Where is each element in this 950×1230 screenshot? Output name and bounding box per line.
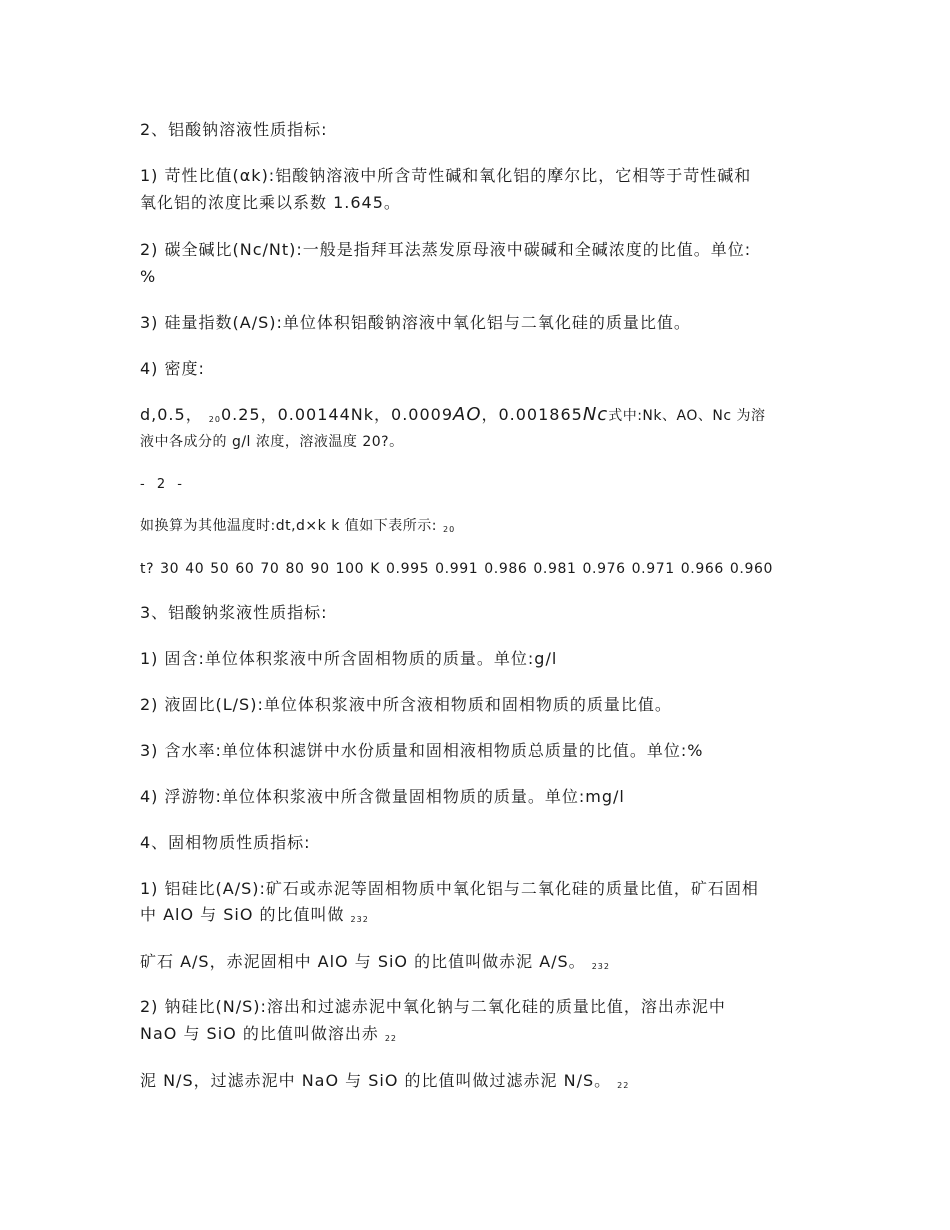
- section-4-item-2-subscript-1: 22: [384, 1034, 398, 1043]
- section-2-item-4: 4) 密度:: [140, 359, 205, 378]
- conversion-subscript: 20: [443, 525, 456, 534]
- section-4-item-1-line-2: [140, 903, 369, 932]
- section-4-item-2-line-2-text: NaO 与 SiO 的比值叫做溶出赤: [140, 1024, 379, 1043]
- section-2-item-2-line-1: 2) 碳全碱比(Nc/Nt):一般是指拜耳法蒸发原母液中碳碱和全碱浓度的比值。单位:: [140, 240, 752, 259]
- density-formula-ao: AO: [453, 404, 482, 425]
- page-number: - 2 -: [140, 477, 186, 492]
- section-4-item-2-line-2: [140, 1022, 397, 1051]
- section-4-item-1-line-2-text: 中 AlO 与 SiO 的比值叫做: [140, 905, 345, 924]
- section-4-item-1-subscript-1: 232: [350, 915, 369, 924]
- section-2-item-1-line-1: 1) 苛性比值(αk):铝酸钠溶液中所含苛性碱和氧化铝的摩尔比，它相等于苛性碱和: [140, 166, 752, 185]
- section-4-item-2-line-1: 2) 钠硅比(N/S):溶出和过滤赤泥中氧化钠与二氧化硅的质量比值，溶出赤泥中: [140, 997, 726, 1016]
- section-3-item-3: 3) 含水率:单位体积滤饼中水份质量和固相液相物质总质量的比值。单位:%: [140, 741, 704, 760]
- section-3-heading: 3、铝酸钠浆液性质指标:: [140, 603, 328, 622]
- section-4-item-2-subscript-2: 22: [617, 1081, 630, 1090]
- conversion-text-main: 如换算为其他温度时:dt,d×k k 值如下表所示:: [140, 518, 437, 534]
- conversion-text: [140, 514, 455, 542]
- section-2-item-1-line-2: 氧化铝的浓度比乘以系数 1.645。: [140, 193, 401, 212]
- density-formula-subscript: 20: [208, 415, 221, 424]
- section-2-item-3: 3) 硅量指数(A/S):单位体积铝酸钠溶液中氧化铝与二氧化硅的质量比值。: [140, 313, 691, 332]
- section-2-heading: 2、铝酸钠溶液性质指标:: [140, 120, 328, 139]
- section-4-item-2-line-3: [140, 1069, 629, 1098]
- density-formula-part-d: 式中:Nk、AO、Nc 为溶: [608, 408, 766, 424]
- section-2-item-2-line-2: %: [140, 267, 157, 286]
- density-formula-part-b: 0.25，0.00144Nk，0.0009: [220, 405, 453, 424]
- density-formula-line-2: 液中各成分的 g/l 浓度，溶液温度 20?。: [140, 434, 404, 450]
- density-formula-line-1: [140, 403, 766, 432]
- section-4-item-1-line-3-text: 矿石 A/S，赤泥固相中 AlO 与 SiO 的比值叫做赤泥 A/S。: [140, 952, 586, 971]
- section-4-item-1-subscript-2: 232: [591, 962, 610, 971]
- density-formula-part-c: ，0.001865: [481, 405, 583, 424]
- section-4-heading: 4、固相物质性质指标:: [140, 833, 311, 852]
- density-formula-nc: Nc: [582, 404, 609, 425]
- section-3-item-4: 4) 浮游物:单位体积浆液中所含微量固相物质的质量。单位:mg/l: [140, 787, 625, 806]
- section-4-item-1-line-1: 1) 铝硅比(A/S):矿石或赤泥等固相物质中氧化铝与二氧化硅的质量比值，矿石固相: [140, 879, 759, 898]
- section-4-item-2-line-3-text: 泥 N/S，过滤赤泥中 NaO 与 SiO 的比值叫做过滤赤泥 N/S。: [140, 1071, 612, 1090]
- section-3-item-1: 1) 固含:单位体积浆液中所含固相物质的质量。单位:g/l: [140, 649, 558, 668]
- temperature-coefficient-table-row: t? 30 40 50 60 70 80 90 100 K 0.995 0.991 0.986 0.981 0.976 0.971 0.966 0.960: [140, 561, 774, 577]
- section-3-item-2: 2) 液固比(L/S):单位体积浆液中所含液相物质和固相物质的质量比值。: [140, 695, 672, 714]
- density-formula-part-a: d,0.5，: [140, 405, 203, 424]
- section-4-item-1-line-3: [140, 950, 610, 979]
